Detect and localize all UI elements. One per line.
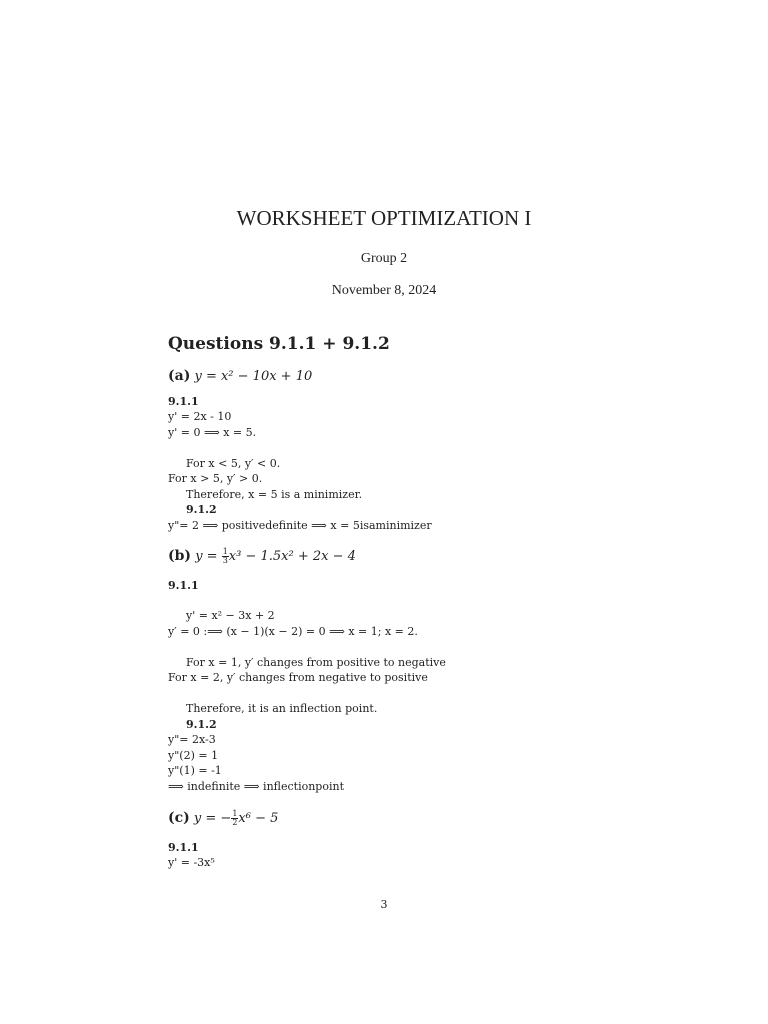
- part-b-subheading-911: 9.1.1: [168, 579, 199, 592]
- section-heading: Questions 9.1.1 + 9.1.2: [168, 334, 390, 354]
- part-b-line-4: For x = 2, y′ changes from negative to positive: [168, 671, 428, 684]
- part-b-line-1: y' = x² − 3x + 2: [186, 609, 275, 622]
- part-c-fraction-numerator: 1: [232, 809, 238, 818]
- part-c-label: (c): [168, 810, 190, 826]
- part-c-eq-suffix: x⁶ − 5: [238, 811, 279, 826]
- part-a-subheading-911: 9.1.1: [168, 395, 199, 408]
- part-c-fraction-denominator: 2: [232, 818, 238, 827]
- part-a-line-2: y' = 0 ⟹ x = 5.: [168, 426, 257, 439]
- part-a-heading: [168, 368, 312, 384]
- page-number: 3: [380, 898, 388, 911]
- document-title: WORKSHEET OPTIMIZATION I: [236, 206, 532, 230]
- part-b-fraction-numerator: 1: [222, 547, 228, 556]
- part-c-line-1: y' = -3x⁵: [168, 856, 215, 869]
- part-b-line-8: y"(1) = -1: [168, 764, 222, 777]
- part-c-heading: [168, 810, 278, 827]
- document-date: November 8, 2024: [331, 283, 437, 298]
- part-b-eq-suffix: x³ − 1.5x² + 2x − 4: [228, 549, 356, 564]
- part-b-line-7: y"(2) = 1: [168, 749, 219, 762]
- document-author: Group 2: [360, 251, 408, 266]
- part-a-line-6: y"= 2 ⟹ positivedefinite ⟹ x = 5isaminimizer: [168, 519, 432, 532]
- part-b-line-5: Therefore, it is an inflection point.: [186, 702, 378, 715]
- part-b-subheading-912: 9.1.2: [186, 718, 217, 731]
- part-c-subheading-911: 9.1.1: [168, 841, 199, 854]
- part-b-heading: [168, 548, 356, 565]
- part-b-eq-prefix: y =: [195, 549, 222, 564]
- part-a-line-4: For x > 5, y′ > 0.: [168, 472, 263, 485]
- part-b-fraction: [222, 548, 229, 565]
- part-a-label: (a): [168, 368, 191, 384]
- part-a-line-1: y' = 2x - 10: [168, 410, 232, 423]
- part-b-line-3: For x = 1, y′ changes from positive to negative: [186, 656, 446, 669]
- part-b-fraction-denominator: 3: [222, 556, 228, 565]
- part-b-label: (b): [168, 548, 192, 564]
- part-a-line-5: Therefore, x = 5 is a minimizer.: [186, 488, 363, 501]
- part-b-line-9: ⟹ indefinite ⟹ inflectionpoint: [168, 780, 344, 793]
- part-b-line-2: y′ = 0 :⟹ (x − 1)(x − 2) = 0 ⟹ x = 1; x = 2.: [168, 625, 418, 638]
- part-a-subheading-912: 9.1.2: [186, 503, 217, 516]
- part-a-equation: y = x² − 10x + 10: [194, 369, 313, 384]
- part-b-line-6: y"= 2x-3: [168, 733, 216, 746]
- part-c-eq-prefix: y = −: [193, 811, 232, 826]
- part-a-line-3: For x < 5, y′ < 0.: [186, 457, 281, 470]
